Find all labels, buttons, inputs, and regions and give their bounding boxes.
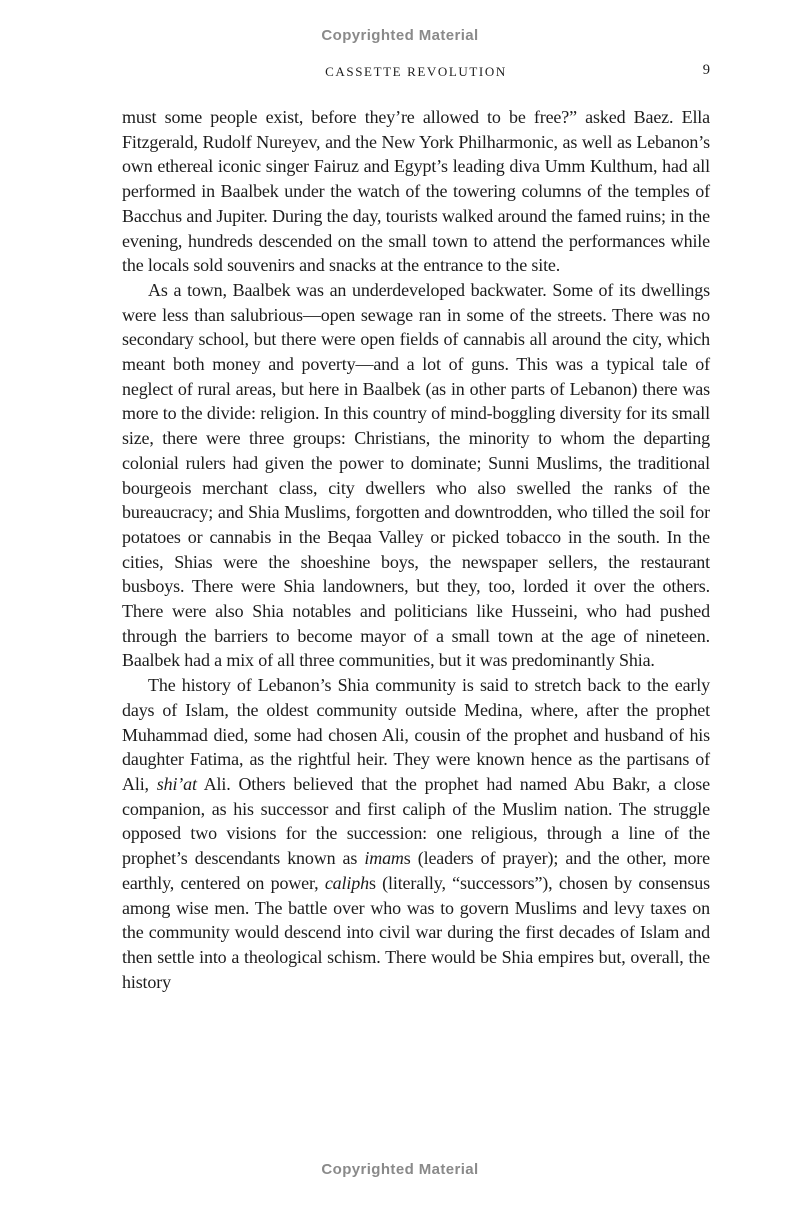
italic-text-segment: caliph: [324, 872, 369, 893]
page-header: [122, 63, 710, 81]
paragraph: [122, 278, 710, 673]
text-segment: As a town, Baalbek was an underdeveloped backwater. Some of its dwellings were less than salubrious—open sewage ran in some of the streets. There was no secondary school, but there were open fields of cannabis all around the city, which meant both money and poverty—and a lot of guns. This was a typical tale of neglect of rural areas, but here in Baalbek (as in other parts of Lebanon) there was more to the divide: religion. In this country of mind-boggling diversity for its small size, there were three groups: Christians, the minority to whom the departing colonial rulers had given the power to dominate; Sunni Muslims, the traditional bourgeois merchant class, city dwellers who also swelled the ranks of the bureaucracy; and Shia Muslims, forgotten and downtrodden, who tilled the soil for potatoes or cannabis in the Beqaa Valley or picked tobacco in the south. In the cities, Shias were the shoeshine boys, the newspaper sellers, the restaurant busboys. There were Shia landowners, but they, too, lorded it over the others. There were also Shia notables and politicians like Husseini, who had pushed through the barriers to become mayor of a small town at the age of nineteen. Baalbek had a mix of all three communities, but it was predominantly Shia.: [122, 279, 710, 671]
top-copyright-watermark: Copyrighted Material: [321, 27, 479, 44]
text-segment: must some people exist, before they’re allowed to be free?” asked Baez. Ella Fitzgerald, Rudolf Nureyev, and the New York Philharmonic, as well as Lebanon’s own ethereal iconic singer Fairuz and Egypt’s leading diva Umm Kulthum, had all performed in Baalbek under the watch of the towering columns of the temples of Bacchus and Jupiter. During the day, tourists walked around the famed ruins; in the evening, hundreds descended on the small town to attend the performances while the locals sold souvenirs and snacks at the entrance to the site.: [122, 107, 710, 276]
text-segment: Ali. Others believed that the prophet had named Abu Bakr, a close companion, as his successor and first caliph of the Muslim nation. The struggle opposed two visions for the succession: one religious, through a line of the prophet’s descendants known as: [122, 773, 710, 869]
paragraph: [122, 673, 710, 994]
bottom-copyright-watermark: Copyrighted Material: [321, 1161, 479, 1178]
paragraph: [122, 105, 710, 278]
running-head: CASSETTE REVOLUTION: [325, 64, 507, 79]
page-number: 9: [702, 62, 710, 78]
body-text: [122, 105, 710, 994]
italic-text-segment: shi’at: [156, 773, 197, 794]
text-segment: The history of Lebanon’s Shia community is said to stretch back to the early days of Islam, the oldest community outside Medina, where, after the prophet Muhammad died, some had chosen Ali, cousin of the prophet and husband of his daughter Fatima, as the rightful heir. They were known hence as the partisans of Ali,: [122, 675, 710, 794]
text-segment: s (leaders of prayer); and the other, more earthly, centered on power,: [122, 848, 710, 893]
italic-text-segment: imam: [364, 848, 404, 869]
text-segment: s (literally, “successors”), chosen by consensus among wise men. The battle over who was to govern Muslims and levy taxes on the community would descend into civil war during the first decades of Islam and then settle into a theological schism. There would be Shia empires but, overall, the history: [122, 872, 710, 992]
